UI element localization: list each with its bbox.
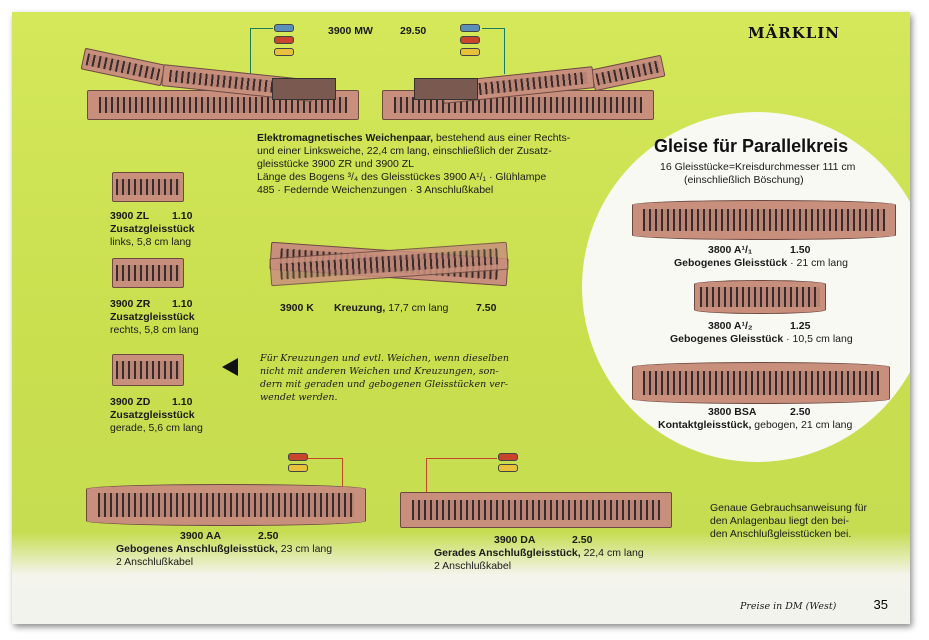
a2-price: 1.25 <box>790 320 811 332</box>
page-number: 35 <box>873 597 888 612</box>
zl-code: 3900 ZL <box>110 210 150 222</box>
aa-price: 2.50 <box>258 530 279 542</box>
zl-desc: links, 5,8 cm lang <box>110 236 192 248</box>
info-line-3: den Anschlußgleisstücken bei. <box>710 528 852 540</box>
catalog-page <box>12 12 910 624</box>
da-sub: 2 Anschlußkabel <box>434 560 512 572</box>
zd-track-image <box>112 354 184 386</box>
mw-desc-line-3: gleisstücke 3900 ZR und 3900 ZL <box>257 158 415 170</box>
a2-track-image <box>694 280 826 314</box>
da-track-image <box>400 492 672 528</box>
bsa-code: 3800 BSA <box>708 406 757 418</box>
k-price: 7.50 <box>476 302 497 314</box>
zr-name: Zusatzgleisstück <box>110 311 195 323</box>
zr-price: 1.10 <box>172 298 193 310</box>
da-wire <box>426 458 497 493</box>
note-line-1: Für Kreuzungen und evtl. Weichen, wenn dieselben <box>260 353 509 364</box>
aa-label: Gebogenes Anschlußgleisstück, 23 cm lang <box>116 543 333 555</box>
zd-name: Zusatzgleisstück <box>110 409 195 421</box>
zl-price: 1.10 <box>172 210 193 222</box>
mw-price: 29.50 <box>400 25 427 37</box>
aa-track-image <box>86 484 366 526</box>
parallel-sub-2: (einschließlich Böschung) <box>684 174 804 186</box>
a2-label: Gebogenes Gleisstück · 10,5 cm lang <box>670 333 853 345</box>
mw-desc-line-2: und einer Linksweiche, 22,4 cm lang, einschließlich der Zusatz- <box>257 145 552 157</box>
aa-sub: 2 Anschlußkabel <box>116 556 194 568</box>
bsa-label: Kontaktgleisstück, gebogen, 21 cm lang <box>658 419 853 431</box>
aa-plug-red-icon <box>288 453 308 461</box>
zd-code: 3900 ZD <box>110 396 151 408</box>
zd-price: 1.10 <box>172 396 193 408</box>
parallel-sub-1: 16 Gleisstücke=Kreisdurchmesser 111 cm <box>660 161 856 173</box>
zr-desc: rechts, 5,8 cm lang <box>110 324 199 336</box>
k-label: Kreuzung, 17,7 cm lang <box>334 302 449 314</box>
da-label: Gerades Anschlußgleisstück, 22,4 cm lang <box>434 547 644 559</box>
mw-desc-line-5: 485 · Federnde Weichenzungen · 3 Anschlußkabel <box>257 184 494 196</box>
info-line-2: den Anlagenbau liegt den bei- <box>710 515 849 527</box>
mw-desc-line-1: Elektromagnetisches Weichenpaar, bestehend aus einer Rechts- <box>257 132 571 144</box>
bsa-price: 2.50 <box>790 406 811 418</box>
note-line-4: wendet werden. <box>260 392 338 403</box>
mw-code: 3900 MW <box>328 25 373 37</box>
da-price: 2.50 <box>572 534 593 546</box>
zl-track-image <box>112 172 184 202</box>
note-line-3: dern mit geraden und gebogenen Gleisstücken ver- <box>260 379 508 390</box>
brand-logo: MÄRKLIN <box>748 24 841 42</box>
da-code: 3900 DA <box>494 534 536 546</box>
parallel-heading: Gleise für Parallelkreis <box>654 136 849 156</box>
a2-code: 3800 A¹/₂ <box>708 320 753 332</box>
a1-label: Gebogenes Gleisstück · 21 cm lang <box>674 257 848 269</box>
a1-code: 3800 A¹/₁ <box>708 244 753 256</box>
aa-code: 3900 AA <box>180 530 222 542</box>
crossing-track-image <box>270 240 506 290</box>
da-plug-yellow-icon <box>498 464 518 472</box>
bsa-track-image <box>632 362 890 404</box>
zd-desc: gerade, 5,6 cm lang <box>110 422 203 434</box>
info-note <box>710 502 867 541</box>
crossing-note <box>260 352 509 404</box>
a1-track-image <box>632 200 896 240</box>
mw-desc-line-4: Länge des Bogens ³/₄ des Gleisstückes 3900 A¹/₁ · Glühlampe <box>257 171 547 183</box>
price-note: Preise in DM (West) <box>740 601 837 612</box>
zr-track-image <box>112 258 184 288</box>
a1-price: 1.50 <box>790 244 811 256</box>
zr-code: 3900 ZR <box>110 298 151 310</box>
arrow-left-icon <box>222 358 238 376</box>
mw-description <box>257 132 570 197</box>
da-plug-red-icon <box>498 453 518 461</box>
k-code: 3900 K <box>280 302 314 314</box>
aa-plug-yellow-icon <box>288 464 308 472</box>
zl-name: Zusatzgleisstück <box>110 223 195 235</box>
info-line-1: Genaue Gebrauchsanweisung für <box>710 502 868 514</box>
note-line-2: nicht mit anderen Weichen und Kreuzungen, son- <box>260 366 499 377</box>
